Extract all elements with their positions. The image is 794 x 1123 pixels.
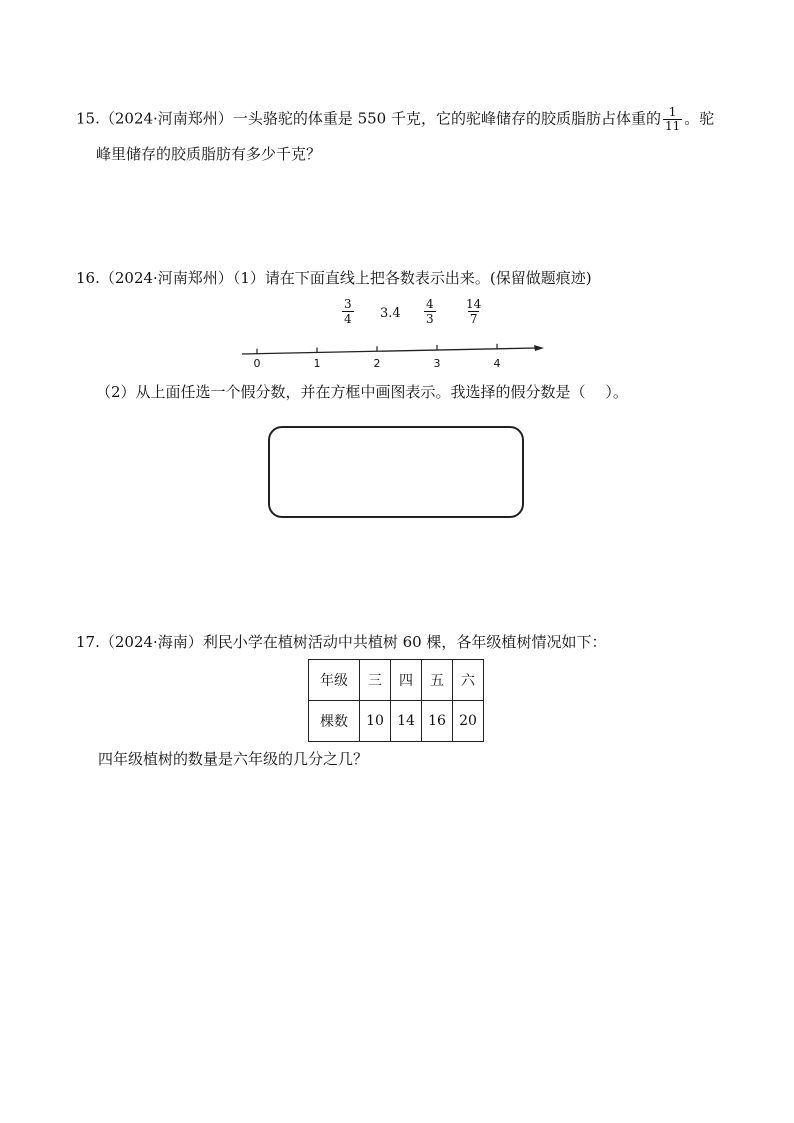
question-16-part-2: （2）从上面任选一个假分数，并在方框中画图表示。我选择的假分数是（ ）。 <box>96 383 628 401</box>
table-cell: 14 <box>391 701 422 742</box>
table-row <box>309 660 484 701</box>
number-4-3: $\frac{4}{3}$ <box>426 297 434 326</box>
fraction <box>663 106 682 133</box>
question-number: 17. <box>76 633 100 651</box>
grade-tree-table <box>308 659 484 742</box>
question-16 <box>76 268 592 288</box>
table-cell: 四 <box>391 660 422 701</box>
table-cell: 10 <box>360 701 391 742</box>
number-3-4-decimal: 3.4 <box>380 306 401 321</box>
arrow-head-icon <box>534 345 544 351</box>
question-text-end: 。驼 <box>684 109 715 128</box>
question-source: （2024·河南郑州） <box>99 269 233 287</box>
question-text: 一头骆驼的体重是 550 千克，它的驼峰储存的胶质脂肪占体重的 <box>232 109 661 128</box>
question-number: 16. <box>76 269 100 287</box>
tick-label: 1 <box>313 357 321 370</box>
question-source: （2024·海南） <box>99 633 203 651</box>
tick-label: 0 <box>253 357 261 370</box>
question-source: （2024·河南郑州） <box>99 109 233 128</box>
question-number: 15. <box>76 109 100 128</box>
number-14-7: $\frac{14}{7}$ <box>466 297 482 326</box>
fraction-denominator: 11 <box>664 119 681 133</box>
table-cell: 16 <box>422 701 453 742</box>
question-17 <box>76 632 606 652</box>
table-cell: 年级 <box>309 660 360 701</box>
drawing-box[interactable] <box>268 426 524 518</box>
table-row <box>309 701 484 742</box>
table-cell: 棵数 <box>309 701 360 742</box>
tick-label: 3 <box>433 357 441 370</box>
table-cell: 20 <box>453 701 484 742</box>
table-cell: 六 <box>453 660 484 701</box>
question-17-ask: 四年级植树的数量是六年级的几分之几？ <box>98 750 369 768</box>
table-cell: 五 <box>422 660 453 701</box>
fraction-numerator: 1 <box>668 105 677 119</box>
number-line-axis <box>242 348 536 354</box>
question-15 <box>76 106 714 133</box>
tick-label: 2 <box>373 357 381 370</box>
question-part-1: （1）请在下面直线上把各数表示出来。(保留做题痕迹) <box>232 269 592 287</box>
question-15-line2: 峰里储存的胶质脂肪有多少千克？ <box>96 145 322 163</box>
question-text: 利民小学在植树活动中共植树 60 棵，各年级植树情况如下： <box>202 633 607 651</box>
table-cell: 三 <box>360 660 391 701</box>
tick-label: 4 <box>493 357 501 370</box>
number-line <box>0 330 794 390</box>
number-3-4: $\frac{3}{4}$ <box>344 297 352 326</box>
